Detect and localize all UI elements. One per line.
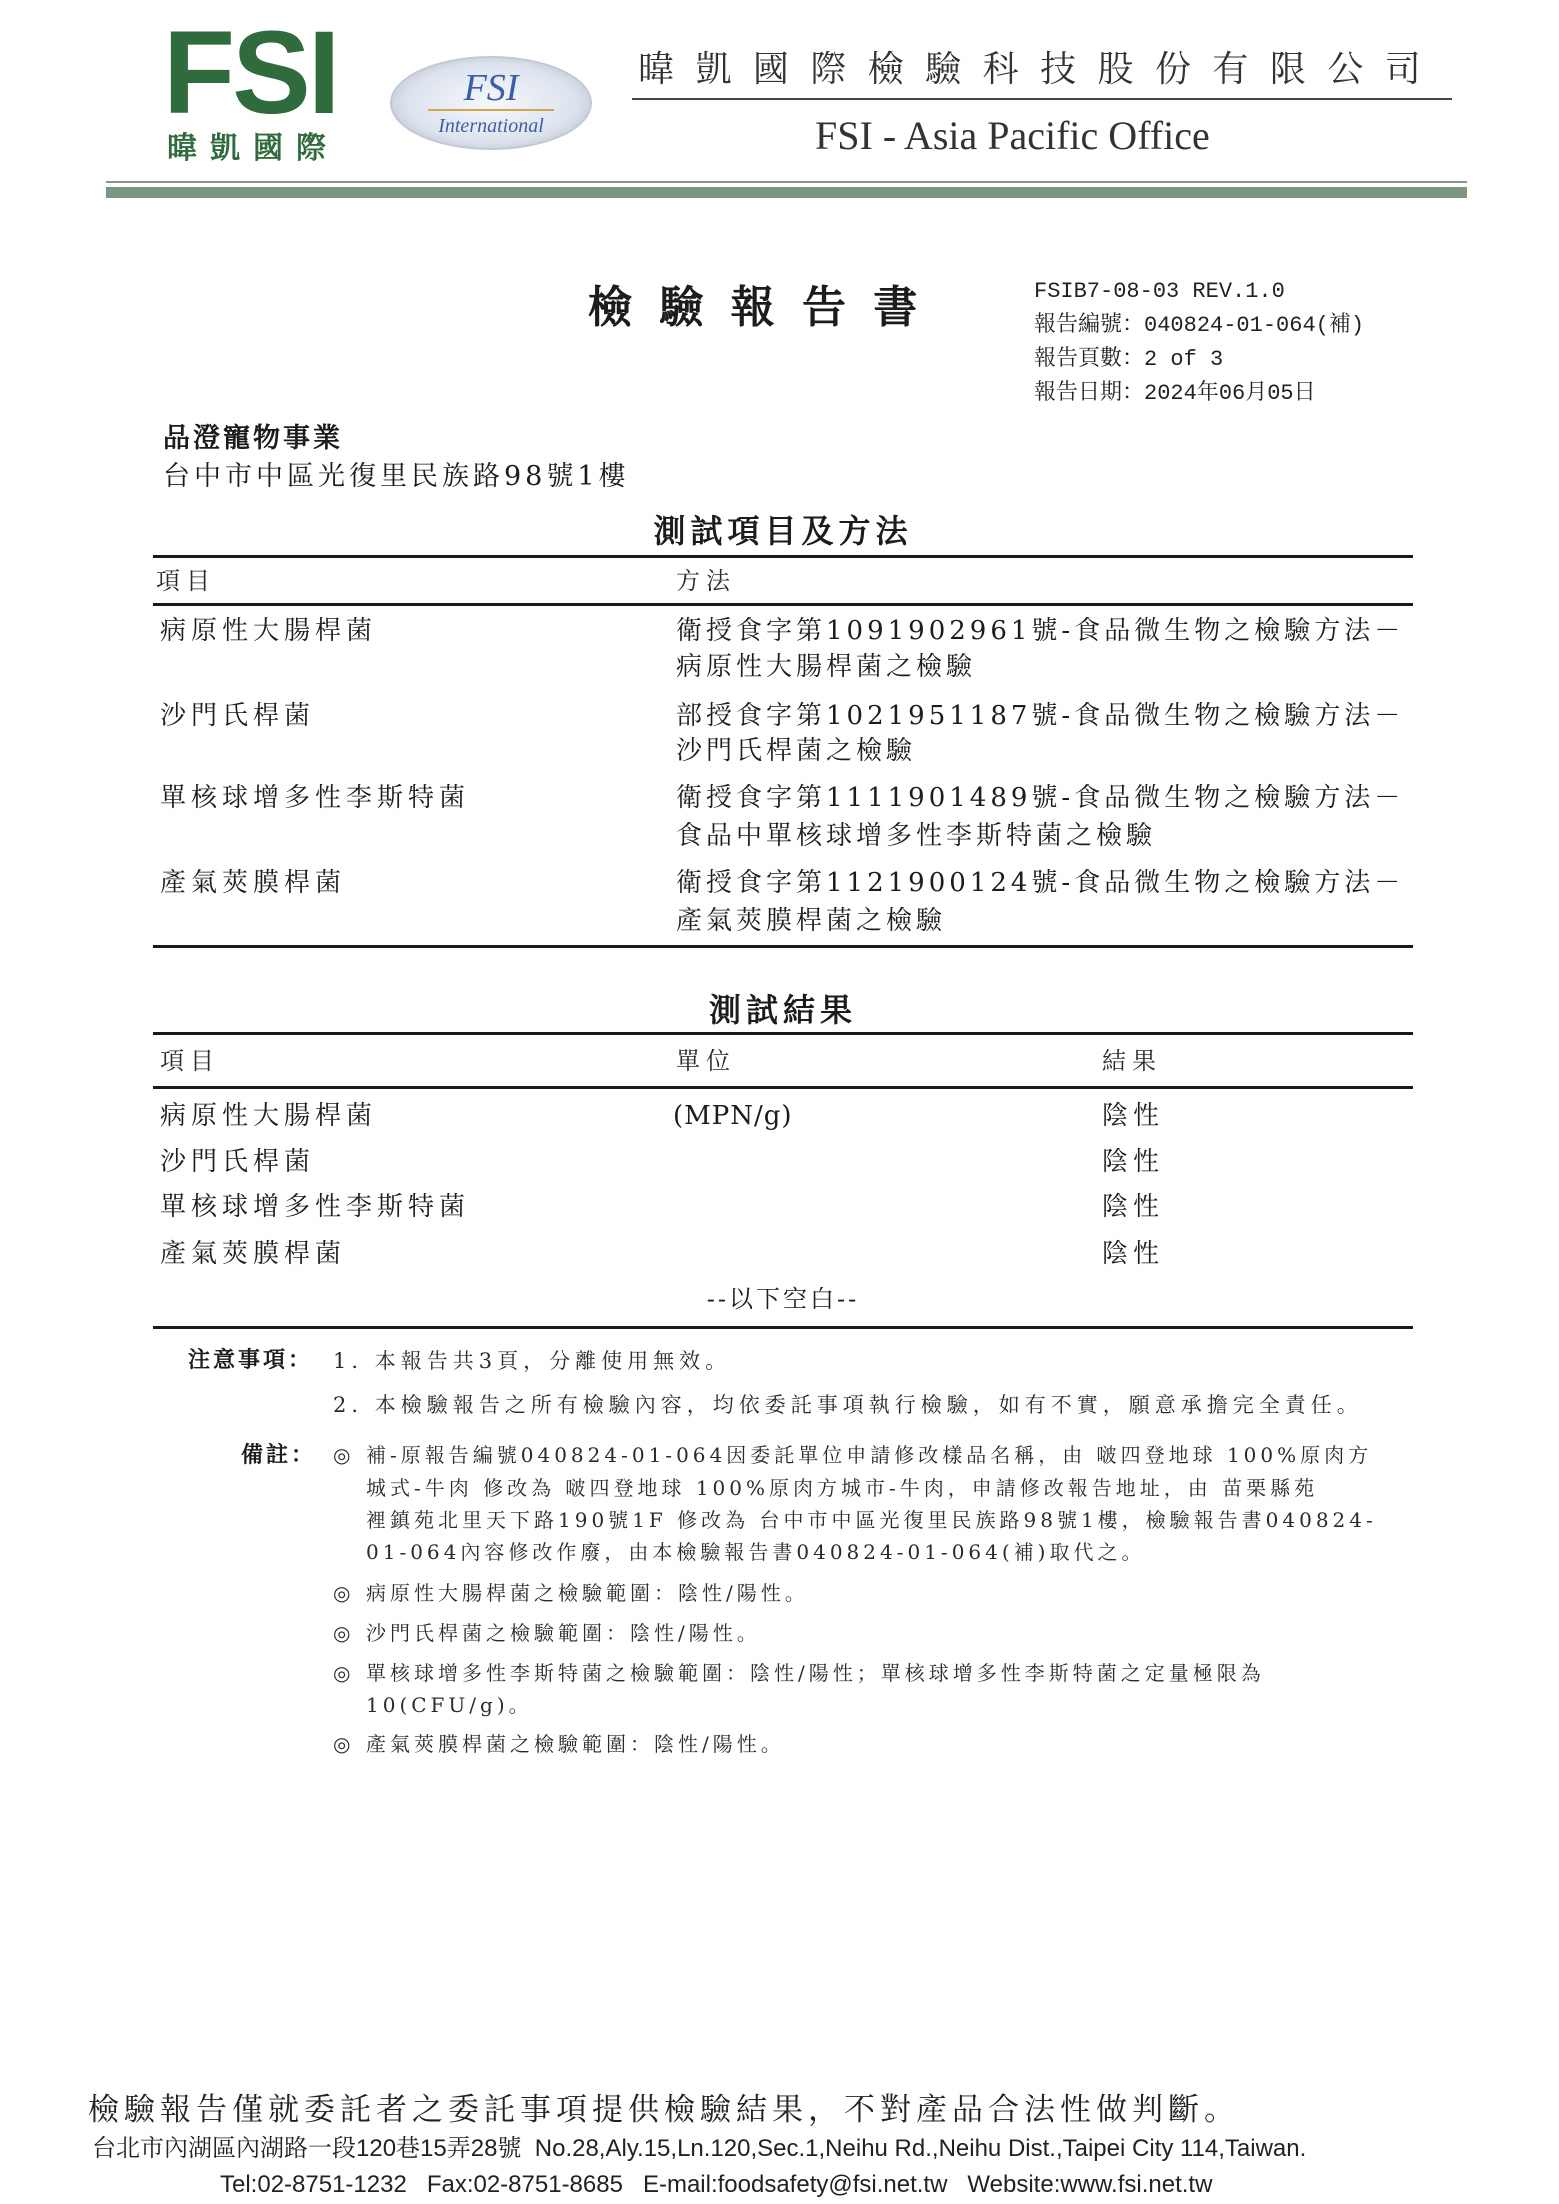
report-pages-label: 報告頁數： [1034, 347, 1145, 372]
seal-title: FSI [463, 67, 519, 109]
results-col-result: 結果 [1102, 1047, 1162, 1075]
results-value: 陰性 [1102, 1147, 1165, 1177]
results-col-unit: 單位 [676, 1047, 736, 1075]
report-number-value: 040824-01-064(補) [1144, 313, 1365, 338]
remark-line: 產氣莢膜桿菌之檢驗範圍：陰性/陽性。 [366, 1732, 785, 1756]
methods-method-line: 食品中單核球增多性李斯特菌之檢驗 [676, 821, 1157, 851]
client-name: 品澄寵物事業 [163, 423, 343, 454]
results-item: 沙門氏桿菌 [160, 1147, 316, 1177]
footer-address: 台北市內湖區內湖路一段120巷15弄28號 No.28,Aly.15,Ln.120,Sec.1,Neihu Rd.,Neihu Dist.,Taipei City 114,Taiwan. [92, 2135, 1307, 2162]
remark-line: 城式-牛肉 修改為 啵四登地球 100%原肉方城市-牛肉，申請修改報告地址，由 苗栗縣苑 [366, 1476, 1319, 1500]
methods-method-line: 產氣莢膜桿菌之檢驗 [676, 906, 947, 936]
report-number-label: 報告編號： [1034, 313, 1145, 338]
methods-item: 單核球增多性李斯特菌 [160, 783, 471, 813]
header-band [106, 187, 1467, 198]
methods-col-item: 項目 [156, 567, 216, 595]
results-unit: (MPN/g) [673, 1101, 793, 1131]
remark-line: 10(CFU/g)。 [366, 1693, 533, 1717]
fsi-logo: FSI [163, 7, 338, 139]
remark-line: 單核球增多性李斯特菌之檢驗範圍：陰性/陽性；單核球增多性李斯特菌之定量極限為 [366, 1661, 1265, 1685]
results-value: 陰性 [1102, 1192, 1165, 1222]
remark-line: 補-原報告編號040824-01-064因委託單位申請修改樣品名稱，由 啵四登地球 100%原肉方 [366, 1443, 1373, 1467]
methods-method-line: 病原性大腸桿菌之檢驗 [676, 652, 977, 682]
remark-marker: ◎ [333, 1661, 355, 1685]
results-col-item: 項目 [160, 1047, 220, 1075]
report-date-label: 報告日期： [1034, 381, 1145, 406]
report-pages-value: 2 of 3 [1144, 347, 1224, 372]
remark-marker: ◎ [333, 1621, 355, 1645]
methods-section-title: 測試項目及方法 [653, 512, 913, 550]
note-item: 1. 本報告共3頁，分離使用無效。 [333, 1349, 732, 1373]
methods-item: 病原性大腸桿菌 [160, 616, 378, 646]
remark-marker: ◎ [333, 1732, 355, 1756]
header-thin-rule [106, 181, 1467, 183]
methods-method-line: 衛授食字第1121900124號-食品微生物之檢驗方法－ [676, 868, 1405, 898]
company-name: 暐 凱 國 際 檢 驗 科 技 股 份 有 限 公 司 [638, 49, 1426, 90]
report-date-value: 2024年06月05日 [1144, 381, 1316, 406]
remark-marker: ◎ [333, 1443, 355, 1467]
results-section-title: 測試結果 [708, 991, 857, 1029]
results-item: 病原性大腸桿菌 [160, 1101, 378, 1131]
remarks-label: 備註： [241, 1442, 317, 1468]
report-date [1034, 383, 1316, 405]
methods-item: 產氣莢膜桿菌 [160, 868, 347, 898]
results-item: 單核球增多性李斯特菌 [160, 1192, 471, 1222]
footer-disclaimer: 檢驗報告僅就委託者之委託事項提供檢驗結果，不對產品合法性做判斷。 [88, 2092, 1240, 2128]
form-code: FSIB7-08-03 REV.1.0 [1034, 279, 1285, 304]
methods-method-line: 衛授食字第1091902961號-食品微生物之檢驗方法－ [676, 616, 1405, 646]
remark-line: 01-064內容修改作廢，由本檢驗報告書040824-01-064(補)取代之。 [366, 1540, 1146, 1564]
methods-method-line: 沙門氏桿菌之檢驗 [676, 736, 917, 766]
methods-header-rule [153, 603, 1413, 606]
remark-line: 病原性大腸桿菌之檢驗範圍：陰性/陽性。 [366, 1581, 809, 1605]
methods-top-rule [153, 555, 1413, 558]
logo-subtitle: 暐凱國際 [167, 131, 339, 166]
remark-line: 裡鎮苑北里天下路190號1F 修改為 台中市中區光復里民族路98號1樓，檢驗報告書040824- [366, 1508, 1377, 1532]
results-header-rule [153, 1086, 1413, 1089]
results-bottom-rule [153, 1326, 1413, 1329]
notes-label: 注意事項： [188, 1347, 314, 1373]
footer-contact: Tel:02-8751-1232 Fax:02-8751-8685 E-mail:foodsafety@fsi.net.tw Website:www.fsi.net.tw [220, 2171, 1213, 2198]
methods-col-method: 方法 [676, 567, 736, 595]
client-address: 台中市中區光復里民族路98號1樓 [163, 461, 630, 492]
note-item: 2. 本檢驗報告之所有檢驗內容，均依委託事項執行檢驗，如有不實，願意承擔完全責任。 [333, 1393, 1363, 1417]
results-top-rule [153, 1032, 1413, 1035]
office-name: FSI - Asia Pacific Office [815, 113, 1210, 158]
report-number [1034, 315, 1364, 337]
results-item: 產氣莢膜桿菌 [160, 1239, 347, 1269]
results-end-mark: --以下空白-- [706, 1285, 860, 1313]
seal-subtitle: International [438, 115, 544, 137]
results-value: 陰性 [1102, 1101, 1165, 1131]
methods-bottom-rule [153, 945, 1413, 948]
company-underline [632, 98, 1452, 100]
methods-method-line: 部授食字第1021951187號-食品微生物之檢驗方法－ [676, 701, 1405, 731]
methods-item: 沙門氏桿菌 [160, 701, 316, 731]
results-value: 陰性 [1102, 1239, 1165, 1269]
fsi-international-seal [388, 54, 594, 152]
remark-marker: ◎ [333, 1581, 355, 1605]
report-pages [1034, 349, 1223, 371]
report-title: 檢 驗 報 告 書 [588, 282, 924, 333]
remark-line: 沙門氏桿菌之檢驗範圍：陰性/陽性。 [366, 1621, 761, 1645]
methods-method-line: 衛授食字第1111901489號-食品微生物之檢驗方法－ [676, 783, 1405, 813]
